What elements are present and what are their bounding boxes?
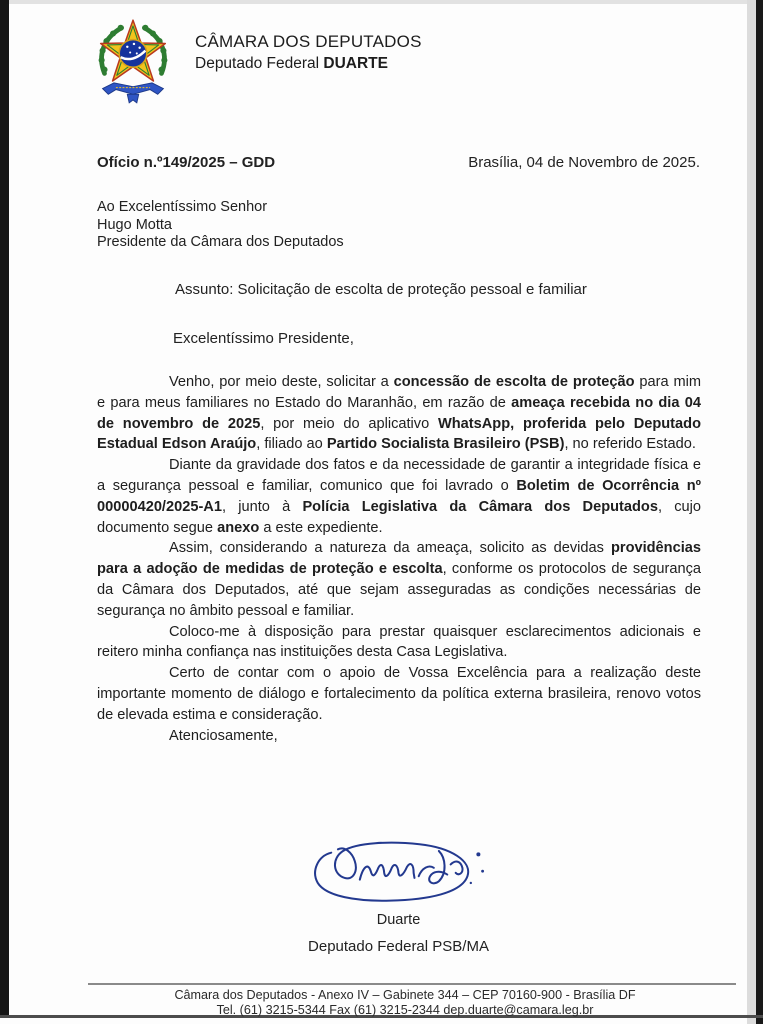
deputy-title: Deputado Federal DUARTE — [195, 55, 388, 72]
footer-divider — [88, 983, 736, 985]
signatory-role: Deputado Federal PSB/MA — [308, 938, 489, 955]
scan-edge-left — [0, 0, 9, 1016]
deputy-name: DUARTE — [323, 55, 388, 72]
paragraph: Coloco-me à disposição para prestar quaisquer esclarecimentos adicionais e reitero minha confiança nas instituições desta Casa Legislativa. — [97, 623, 701, 661]
paragraph: Diante da gravidade dos fatos e da necessidade de garantir a integridade física e a segurança pessoal e familiar, comunico que foi lavrado o Boletim de Ocorrência nº 00000420/2025-A1, junto à Polícia Legislativa da Câmara dos Deputados, cujo documento segue anexo a este expediente. — [97, 457, 702, 536]
footer-contact: Tel. (61) 3215-5344 Fax (61) 3215-2344 dep.duarte@camara.leg.br — [216, 1002, 594, 1017]
paragraph: Certo de contar com o apoio de Vossa Excelência para a realização deste importante momento de diálogo e fortalecimento da política externa brasileira, renovo votos de elevada estima e consideração. — [97, 665, 701, 723]
recipient-line: Ao Excelentíssimo Senhor — [97, 199, 268, 215]
recipient-block — [97, 199, 344, 252]
scan-edge-top — [0, 0, 763, 4]
recipient-line: Presidente da Câmara dos Deputados — [97, 234, 344, 250]
paragraph: Venho, por meio deste, solicitar a concessão de escolta de proteção para mim e para meus familiares no Estado do Maranhão, em razão de ameaça recebida no dia 04 de novembro de 2025, por meio do aplicativo WhatsApp, proferida pelo Deputado Estadual Edson Araújo, filiado ao Partido Socialista Brasileiro (PSB), no referido Estado. — [97, 374, 701, 453]
letter-body — [97, 372, 701, 746]
coat-of-arms-icon — [95, 14, 171, 110]
signatory-name: Duarte — [376, 912, 421, 928]
document-date: Brasília, 04 de Novembro de 2025. — [468, 154, 700, 171]
scan-edge-right-gray — [747, 0, 756, 1024]
org-name: CÂMARA DOS DEPUTADOS — [195, 32, 422, 51]
scan-edge-right-black — [756, 0, 763, 1024]
recipient-line: Hugo Motta — [97, 216, 172, 233]
reference-row — [97, 154, 700, 171]
signature-block — [97, 822, 700, 922]
document-reference: Ofício n.º149/2025 – GDD — [97, 154, 276, 171]
letterhead — [95, 14, 422, 110]
footer — [75, 988, 735, 1017]
closing-line: Atenciosamente, — [169, 727, 278, 744]
paragraph: Assim, considerando a natureza da ameaça, solicito as devidas providências para a adoção de medidas de proteção e escolta, conforme os protocolos de segurança da Câmara dos Deputados, até que sejam asseguradas as condições necessárias de segurança no âmbito pessoal e familiar. — [97, 540, 701, 619]
subject-line: Assunto: Solicitação de escolta de proteção pessoal e familiar — [175, 281, 587, 298]
footer-address: Câmara dos Deputados - Anexo IV – Gabinete 344 – CEP 70160-900 - Brasília DF — [174, 988, 636, 1002]
handwritten-signature — [306, 822, 491, 917]
salutation: Excelentíssimo Presidente, — [173, 330, 354, 347]
